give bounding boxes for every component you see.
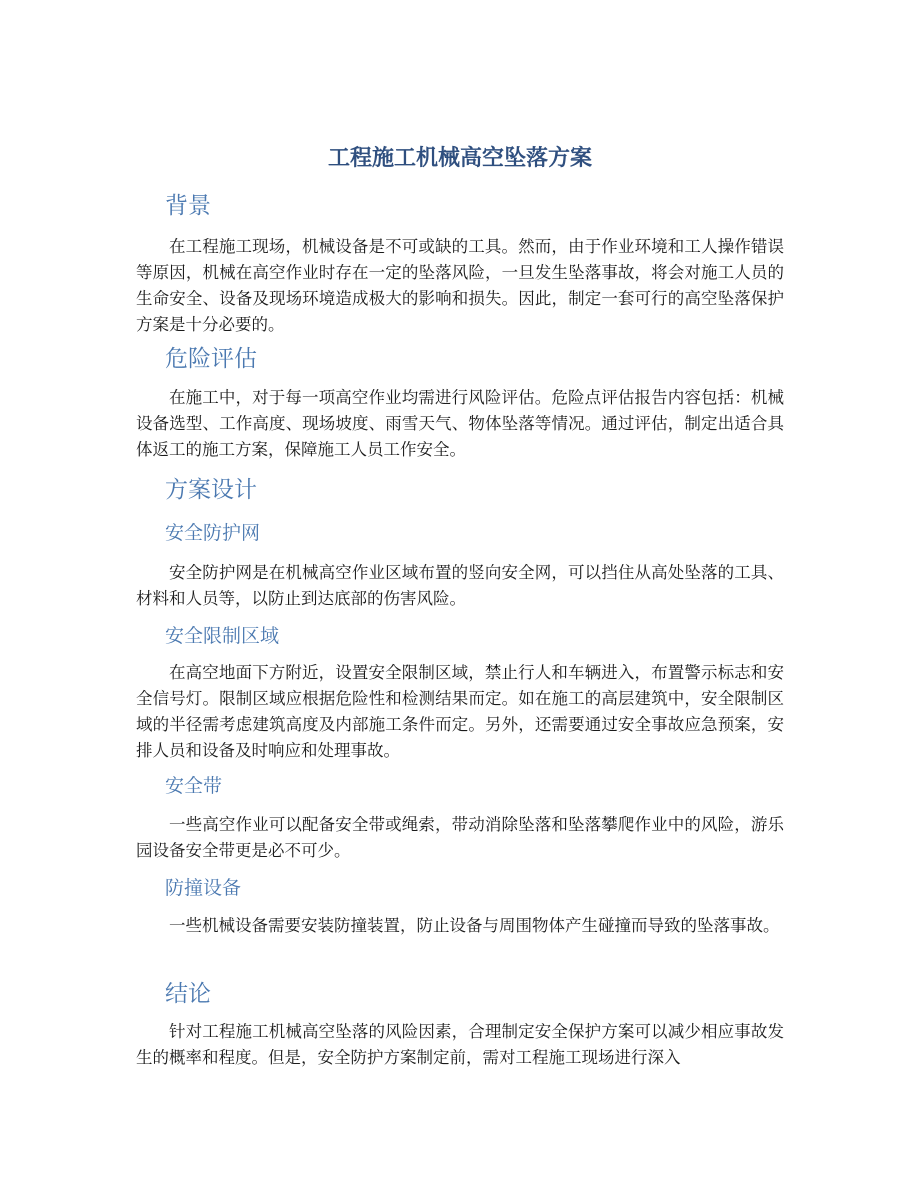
paragraph-risk-assessment: 在施工中，对于每一项高空作业均需进行风险评估。危险点评估报告内容包括：机械设备选型、工作高度、现场坡度、雨雪天气、物体坠落等情况。通过评估，制定出适合具体返工的施工方案，保障施工人员工作安全。	[136, 388, 784, 459]
paragraph-conclusion: 针对工程施工机械高空坠落的风险因素，合理制定安全保护方案可以减少相应事故发生的概率和程度。但是，安全防护方案制定前，需对工程施工现场进行深入	[136, 1022, 784, 1067]
subheading-restricted-area: 安全限制区域	[165, 625, 280, 647]
paragraph-restricted-area: 在高空地面下方附近，设置安全限制区域，禁止行人和车辆进入，布置警示标志和安全信号灯。限制区域应根据危险性和检测结果而定。如在施工的高层建筑中，安全限制区域的半径需考虑建筑高度及内部施工条件而定。另外，还需要通过安全事故应急预案，安排人员和设备及时响应和处理事故。	[136, 663, 784, 760]
heading-conclusion: 结论	[165, 981, 211, 1007]
subheading-safety-net: 安全防护网	[165, 522, 261, 544]
subheading-safety-belt: 安全带	[165, 775, 223, 797]
heading-risk-assessment: 危险评估	[165, 346, 257, 372]
paragraph-safety-belt: 一些高空作业可以配备安全带或绳索，带动消除坠落和坠落攀爬作业中的风险，游乐园设备安全带更是必不可少。	[136, 815, 784, 860]
paragraph-anti-collision: 一些机械设备需要安装防撞装置，防止设备与周围物体产生碰撞而导致的坠落事故。	[169, 916, 780, 935]
paragraph-safety-net: 安全防护网是在机械高空作业区域布置的竖向安全网，可以挡住从高处坠落的工具、材料和人员等，以防止到达底部的伤害风险。	[136, 563, 784, 608]
heading-plan-design: 方案设计	[165, 477, 257, 503]
subheading-anti-collision: 防撞设备	[165, 877, 242, 899]
document-title: 工程施工机械高空坠落方案	[327, 146, 592, 171]
paragraph-background: 在工程施工现场，机械设备是不可或缺的工具。然而，由于作业环境和工人操作错误等原因，机械在高空作业时存在一定的坠落风险，一旦发生坠落事故，将会对施工人员的生命安全、设备及现场环境造成极大的影响和损失。因此，制定一套可行的高空坠落保护方案是十分必要的。	[136, 237, 784, 334]
heading-background: 背景	[165, 193, 211, 219]
